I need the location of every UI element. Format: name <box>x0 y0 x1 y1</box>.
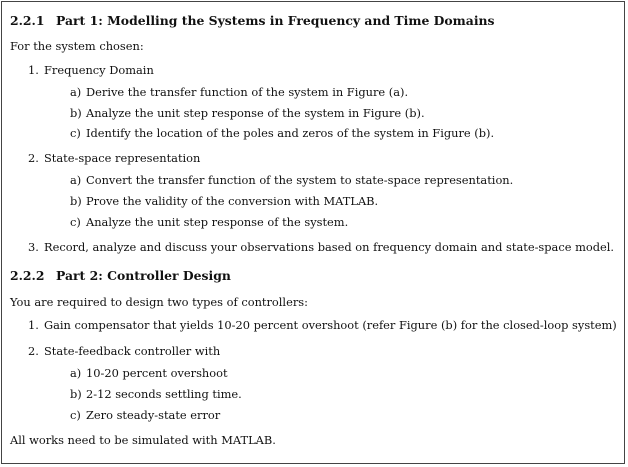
sub-list-item <box>70 173 618 188</box>
sub-list-item <box>70 408 618 423</box>
list-marker: 2. <box>28 151 39 166</box>
sub-list-item-text: Convert the transfer function of the system to state-space representation. <box>86 173 514 188</box>
section-number: 2.2.2 <box>10 268 45 284</box>
list-item-text: Gain compensator that yields 10-20 percent overshoot (refer Figure (b) for the closed-loop system) <box>44 318 617 333</box>
list-item-text: State-space representation <box>44 151 201 166</box>
sub-list-item <box>70 85 618 100</box>
sub-list-item <box>70 106 618 121</box>
list-marker: 1. <box>28 62 39 77</box>
section-number: 2.2.1 <box>10 13 45 28</box>
sub-list-item-text: 10-20 percent overshoot <box>86 366 228 381</box>
list-item-text: Frequency Domain <box>44 62 154 77</box>
list-item <box>28 318 618 333</box>
section-intro: You are required to design two types of controllers: <box>10 294 308 309</box>
list-item <box>28 63 618 78</box>
document-frame <box>1 1 625 464</box>
sub-list-item-text: 2-12 seconds settling time. <box>86 386 242 401</box>
list-item-text: Record, analyze and discuss your observations based on frequency domain and state-space model. <box>44 239 615 254</box>
sub-list-marker: b) <box>70 386 82 401</box>
sub-list-item <box>70 215 618 230</box>
sub-list-item-text: Analyze the unit step response of the system. <box>86 214 349 229</box>
sub-list-marker: b) <box>70 193 82 208</box>
sub-list-marker: c) <box>70 126 81 141</box>
sub-list-item-text: Prove the validity of the conversion with MATLAB. <box>86 193 379 208</box>
list-marker: 2. <box>28 344 39 359</box>
sub-list-marker: c) <box>70 407 81 422</box>
sub-list-marker: b) <box>70 105 82 120</box>
list-marker: 1. <box>28 318 39 333</box>
list-item <box>28 151 618 166</box>
section-title: Part 2: Controller Design <box>56 268 231 284</box>
sub-list-item <box>70 194 618 209</box>
sub-list-item <box>70 387 618 402</box>
sub-list-item-text: Identify the location of the poles and zeros of the system in Figure (b). <box>86 126 495 141</box>
sub-list-item-text: Derive the transfer function of the system in Figure (a). <box>86 84 409 99</box>
sub-list-marker: a) <box>70 366 82 381</box>
closing-note: All works need to be simulated with MATLAB. <box>10 432 276 447</box>
section-intro: For the system chosen: <box>10 39 144 54</box>
sub-list-marker: a) <box>70 173 82 188</box>
list-item <box>28 344 618 359</box>
list-marker: 3. <box>28 239 39 254</box>
sub-list-item-text: Analyze the unit step response of the system in Figure (b). <box>86 105 425 120</box>
list-item <box>28 240 618 255</box>
sub-list-item <box>70 366 618 381</box>
sub-list-marker: c) <box>70 214 81 229</box>
sub-list-item-text: Zero steady-state error <box>86 407 221 422</box>
section-heading-part2 <box>10 268 618 284</box>
section-title: Part 1: Modelling the Systems in Frequency and Time Domains <box>56 13 495 28</box>
section-heading-part1 <box>10 13 618 29</box>
document-content <box>10 8 618 447</box>
list-item-text: State-feedback controller with <box>44 344 221 359</box>
sub-list-item <box>70 126 618 141</box>
sub-list-marker: a) <box>70 84 82 99</box>
